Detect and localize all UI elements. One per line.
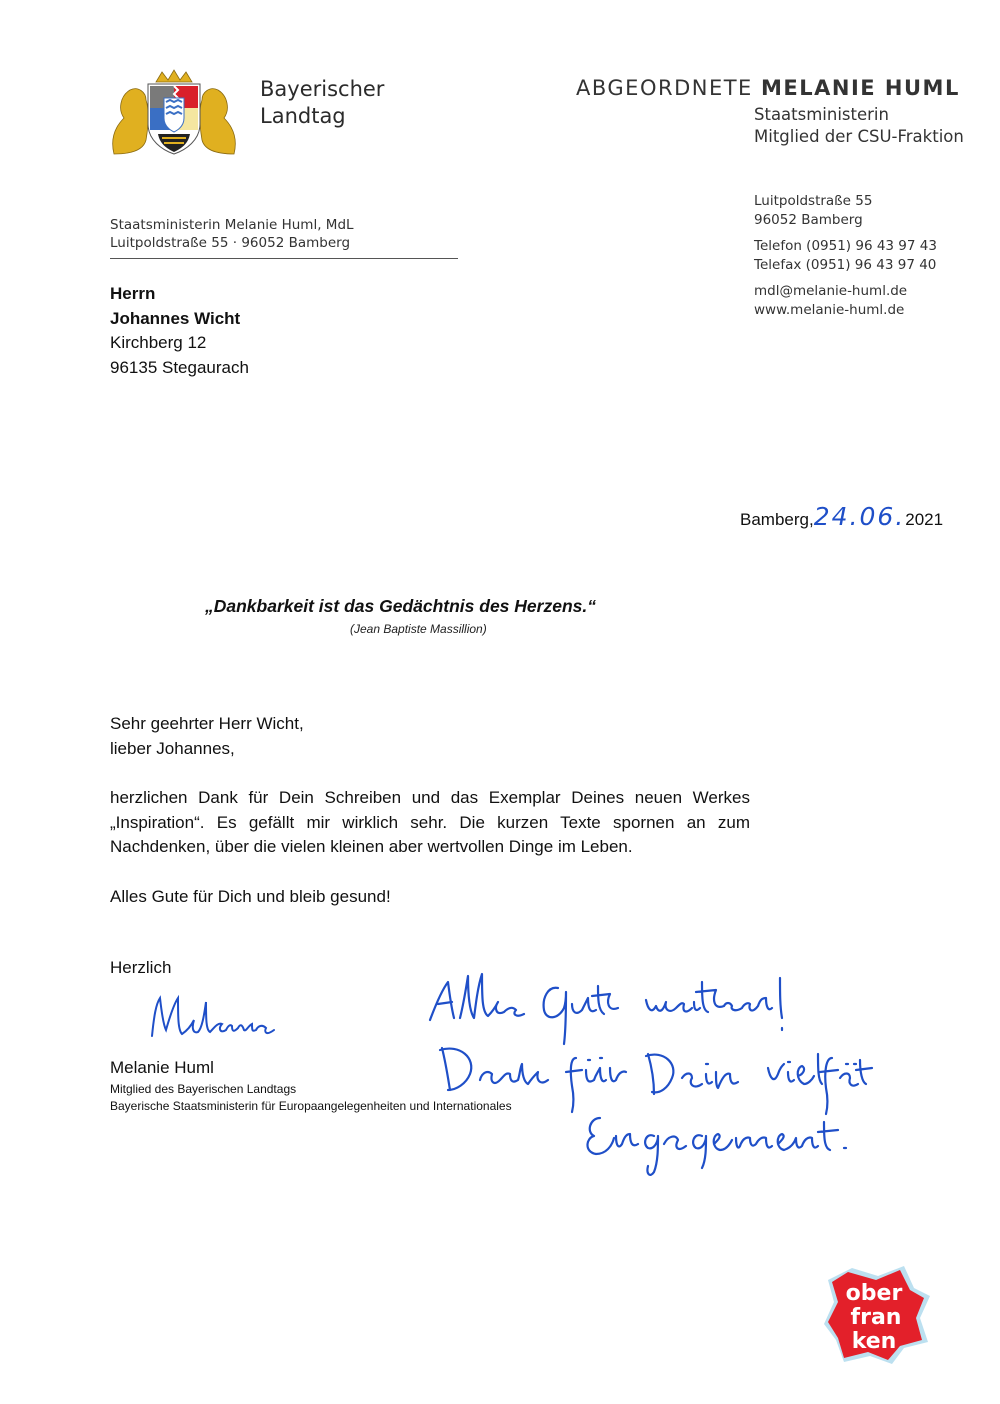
logo-line2: fran: [850, 1305, 902, 1330]
mp-title1: Staatsministerin: [754, 105, 889, 124]
oberfranken-logo: [822, 1262, 932, 1367]
letter-date: [740, 502, 943, 531]
mp-header: [576, 76, 960, 100]
recipient-address: [110, 282, 249, 380]
recipient-street: Kirchberg 12: [110, 333, 207, 352]
parliament-name: [260, 76, 384, 130]
sender-divider: [110, 258, 458, 259]
handwritten-note: [420, 968, 880, 1178]
signer-name: Melanie Huml: [110, 1058, 214, 1077]
letter-body: [110, 712, 750, 909]
logo-line3: ken: [851, 1329, 897, 1354]
body-wish: Alles Gute für Dich und bleib gesund!: [110, 886, 391, 906]
mp-title2: Mitglied der CSU-Fraktion: [754, 127, 964, 146]
sender-line2: Luitpoldstraße 55 · 96052 Bamberg: [110, 235, 351, 251]
sender-line1: Staatsministerin Melanie Huml, MdL: [110, 217, 354, 233]
body-paragraph: herzlichen Dank für Dein Schreiben und das Exemplar Deines neuen Werkes „Inspiration“. Es gefällt mir wirklich sehr. Die kurzen Texte spornen an zum Nachdenken, über die vielen kleinen aber wertvollen Dinge im Leben.: [110, 788, 750, 856]
coat-of-arms-icon: [106, 68, 242, 160]
recipient-salutation: Herrn: [110, 284, 156, 303]
signer-role1: Mitglied des Bayerischen Landtags: [110, 1082, 297, 1096]
greeting-line1: Sehr geehrter Herr Wicht,: [110, 714, 304, 733]
mp-name: MELANIE HUML: [761, 76, 960, 100]
contact-street: Luitpoldstraße 55: [754, 193, 873, 209]
date-day-month: 24.06.: [813, 502, 906, 531]
contact-block: [754, 192, 937, 320]
date-place: Bamberg,: [740, 510, 814, 529]
date-year: 2021: [905, 510, 944, 529]
quote-text: „Dankbarkeit ist das Gedächtnis des Herzens.“: [205, 596, 596, 616]
contact-web: www.melanie-huml.de: [754, 302, 905, 318]
greeting-line2: lieber Johannes,: [110, 738, 235, 758]
signer-role2: Bayerische Staatsministerin für Europaangelegenheiten und Internationales: [110, 1099, 512, 1113]
mp-titles: [754, 104, 964, 148]
recipient-city: 96135 Stegaurach: [110, 357, 249, 377]
parliament-line2: Landtag: [260, 104, 346, 128]
parliament-line1: Bayerischer: [260, 77, 385, 101]
logo-line1: ober: [845, 1281, 903, 1306]
contact-fax: Telefax (0951) 96 43 97 40: [754, 257, 937, 273]
closing: Herzlich: [110, 958, 172, 977]
sender-line: [110, 216, 354, 252]
quote-author: (Jean Baptiste Massillion): [350, 622, 487, 636]
recipient-name: Johannes Wicht: [110, 308, 241, 328]
contact-phone: Telefon (0951) 96 43 97 43: [754, 238, 937, 254]
role-prefix: ABGEORDNETE: [576, 76, 753, 100]
contact-email: mdl@melanie-huml.de: [754, 283, 908, 299]
handwritten-signature: [148, 986, 278, 1046]
contact-city: 96052 Bamberg: [754, 212, 863, 228]
